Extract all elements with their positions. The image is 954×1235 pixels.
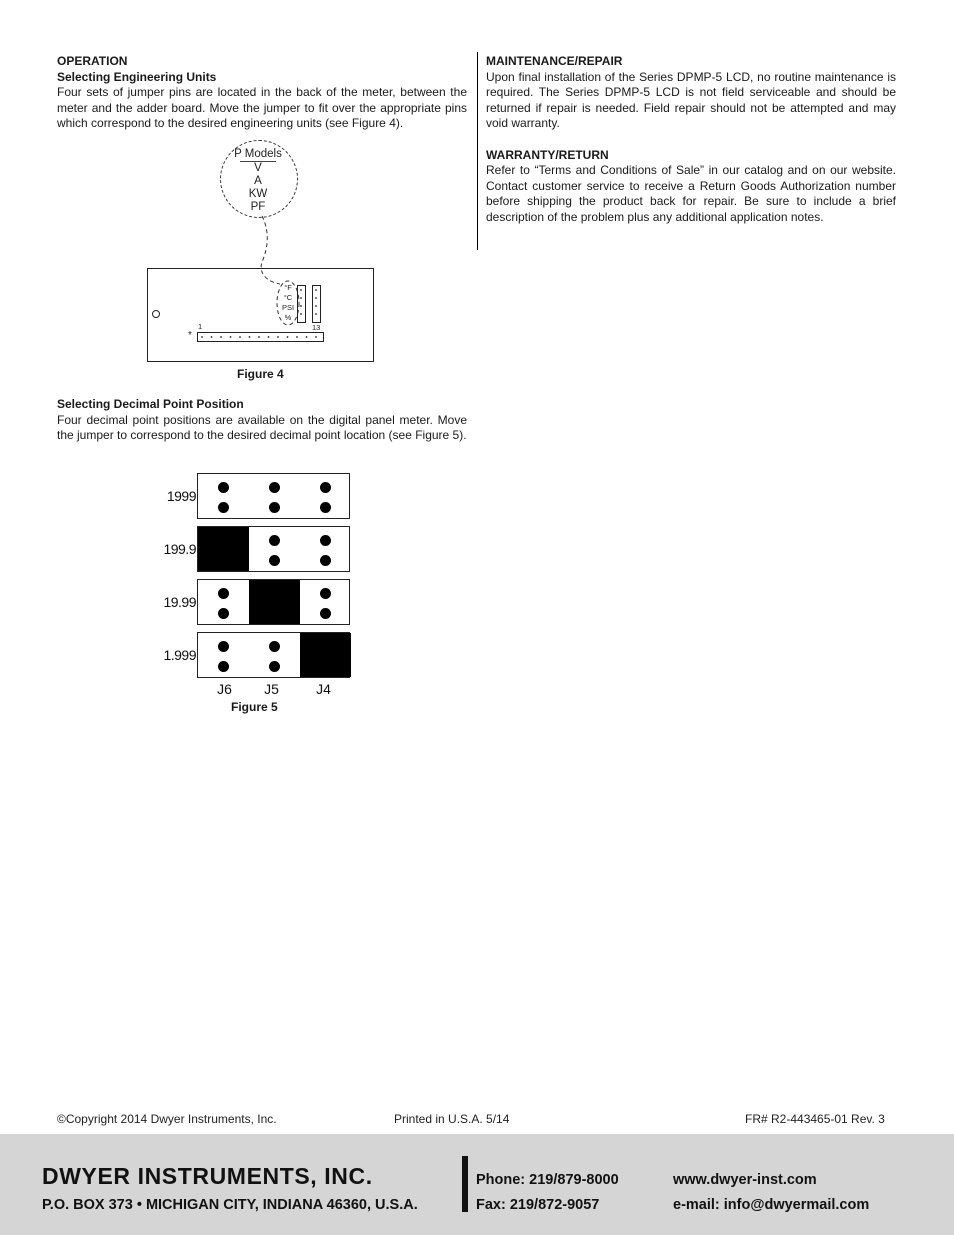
decimal-section bbox=[57, 397, 467, 444]
maintenance-section bbox=[486, 54, 896, 226]
jumper-row-199-9 bbox=[197, 526, 350, 572]
maintenance-heading: MAINTENANCE/REPAIR bbox=[486, 54, 623, 68]
jumper-block bbox=[249, 580, 300, 624]
decimal-row-label: 1.999 bbox=[163, 647, 196, 663]
warranty-heading: WARRANTY/RETURN bbox=[486, 147, 609, 162]
p-models-item: A bbox=[254, 175, 262, 187]
jumper-row-19-99 bbox=[197, 579, 350, 625]
jumper-row-1-999 bbox=[197, 632, 350, 678]
decimal-row-label: 19.99 bbox=[163, 594, 196, 610]
figure-4-caption: Figure 4 bbox=[237, 367, 284, 381]
decimal-subheading: Selecting Decimal Point Position bbox=[57, 397, 244, 411]
printed-text: Printed in U.S.A. 5/14 bbox=[394, 1112, 510, 1126]
company-address: P.O. BOX 373 • MICHIGAN CITY, INDIANA 46360, U.S.A. bbox=[42, 1197, 418, 1213]
meter-board-outline bbox=[147, 268, 374, 362]
decimal-row-label: 199.9 bbox=[163, 541, 196, 557]
unit-label-psi: PSI bbox=[281, 303, 295, 312]
operation-heading: OPERATION bbox=[57, 54, 128, 68]
connector-pins bbox=[197, 332, 324, 342]
fax-number: Fax: 219/872-9057 bbox=[476, 1197, 600, 1213]
column-divider bbox=[477, 52, 478, 250]
jumper-pins bbox=[296, 284, 322, 324]
column-label-j4: J4 bbox=[316, 681, 331, 697]
decimal-row-label: 1999 bbox=[166, 488, 196, 504]
figure-5-caption: Figure 5 bbox=[231, 700, 278, 714]
p-models-item: PF bbox=[250, 201, 266, 213]
unit-label-c: °C bbox=[283, 293, 293, 302]
jumper-row-1999 bbox=[197, 473, 350, 519]
pin-label-start: 1 bbox=[198, 322, 203, 331]
form-number: FR# R2-443465-01 Rev. 3 bbox=[745, 1112, 885, 1126]
pin-one-marker: * bbox=[188, 330, 192, 341]
column-label-j6: J6 bbox=[217, 681, 232, 697]
jumper-block bbox=[300, 633, 351, 677]
unit-label-f: °F bbox=[284, 283, 292, 292]
column-label-j5: J5 bbox=[264, 681, 279, 697]
email-link[interactable]: e-mail: info@dwyermail.com bbox=[673, 1197, 870, 1213]
jumper-block bbox=[198, 527, 249, 571]
pin-label-end: 13 bbox=[312, 323, 321, 332]
website-link[interactable]: www.dwyer-inst.com bbox=[673, 1172, 817, 1188]
copyright-text: ©Copyright 2014 Dwyer Instruments, Inc. bbox=[57, 1112, 277, 1126]
warranty-text: Refer to “Terms and Conditions of Sale” in our catalog and on our website. Contact customer service to receive a Return Goods Authorization number before shipping the product back for repair. Be sure to include a brief description of the problem plus any additional application notes. bbox=[486, 163, 896, 224]
engineering-units-text: Four sets of jumper pins are located in the back of the meter, between the meter and the adder board. Move the jumper to fit over the appropriate pins which correspond to the desired engineering units (see Figure 4). bbox=[57, 85, 467, 131]
decimal-text: Four decimal point positions are available on the digital panel meter. Move the jumper to correspond to the desired decimal point location (see Figure 5). bbox=[57, 412, 467, 443]
mounting-hole bbox=[152, 310, 160, 318]
phone-number: Phone: 219/879-8000 bbox=[476, 1172, 619, 1188]
p-models-item: KW bbox=[248, 188, 268, 200]
company-name: DWYER INSTRUMENTS, INC. bbox=[42, 1163, 373, 1189]
p-models-item: V bbox=[254, 162, 262, 174]
p-models-title: P Models bbox=[234, 148, 282, 160]
unit-label-percent: % bbox=[284, 313, 292, 322]
footer-divider bbox=[462, 1156, 468, 1212]
maintenance-text: Upon final installation of the Series DPMP-5 LCD, no routine maintenance is required. The Series DPMP-5 LCD is not field serviceable and should be returned if repair is needed. Field repair should not be attempted and may void warranty. bbox=[486, 69, 896, 131]
engineering-units-subheading: Selecting Engineering Units bbox=[57, 69, 217, 84]
